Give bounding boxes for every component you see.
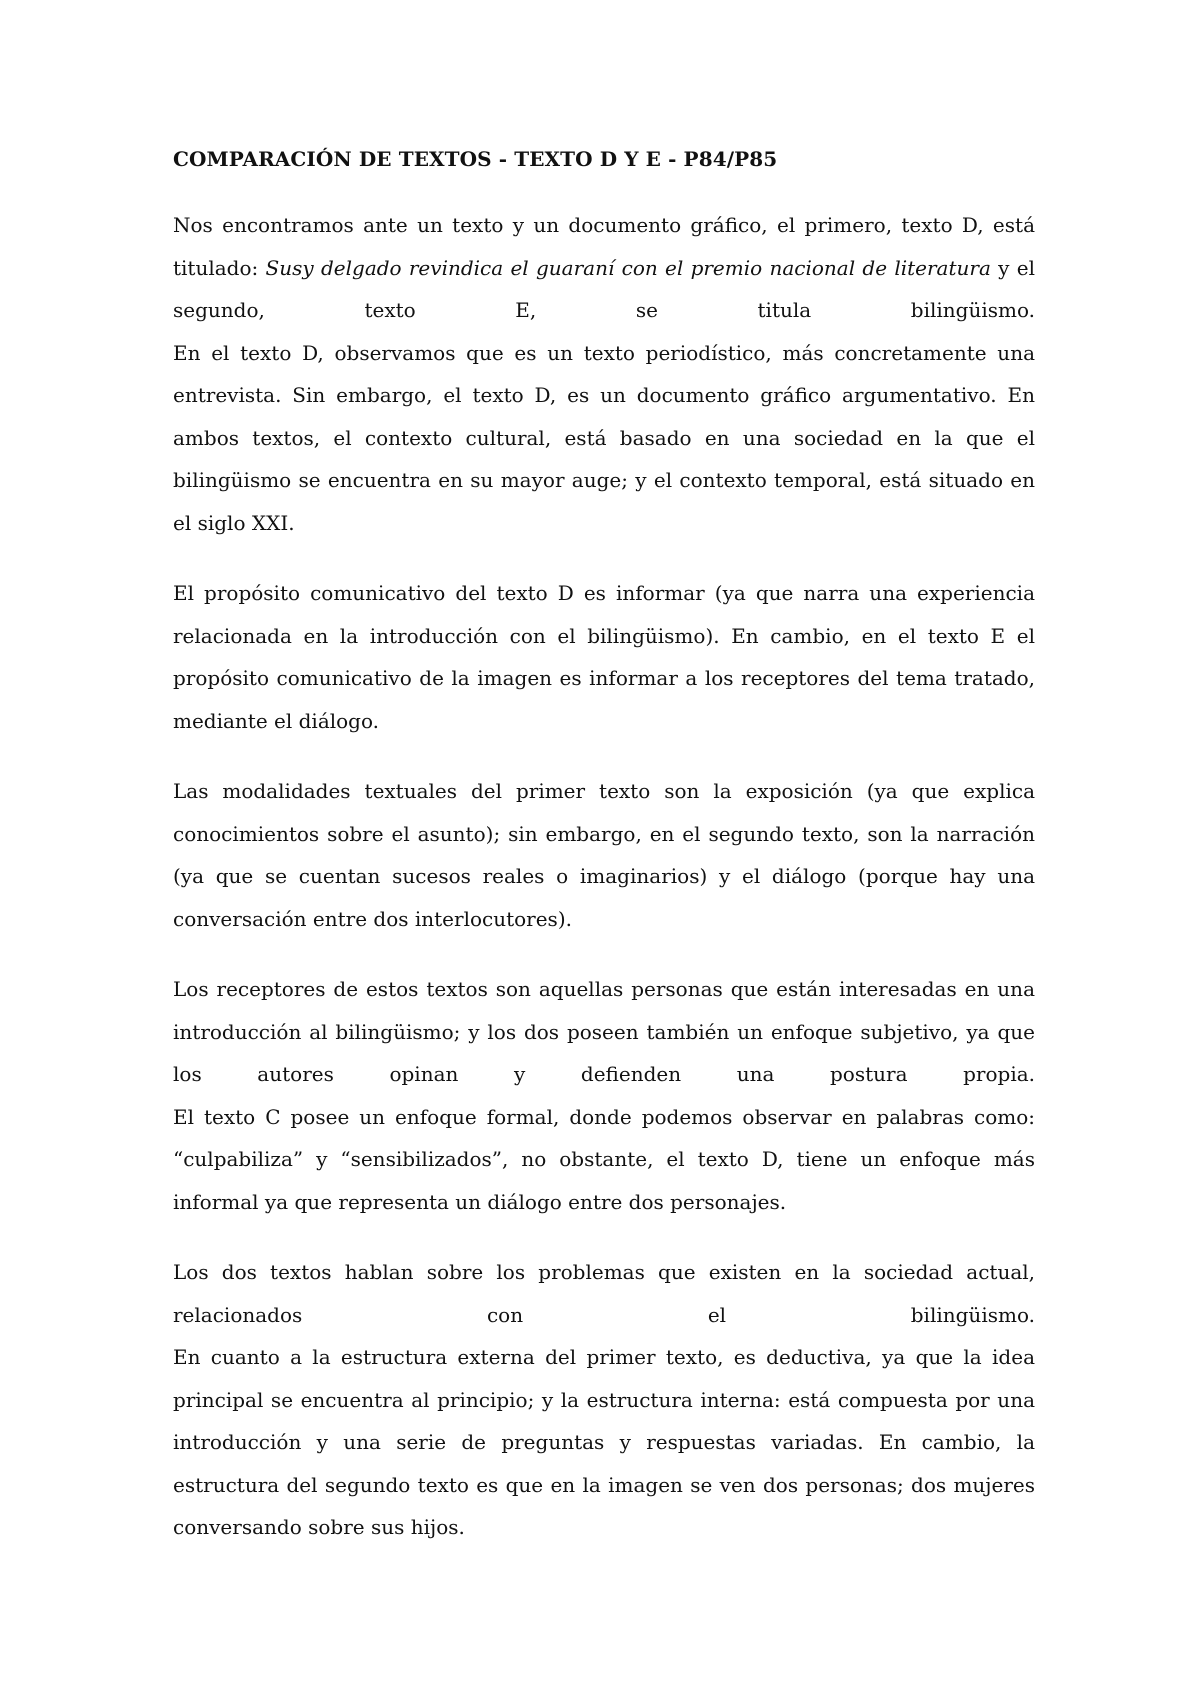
paragraph-structure <box>173 1251 1035 1549</box>
text-line: entrevista. Sin embargo, el texto D, es un documento gráfico argumentativo. En <box>173 383 1035 407</box>
paragraph-receivers <box>173 968 1035 1223</box>
text-line: El propósito comunicativo del texto D es informar (ya que narra una experiencia <box>173 581 1035 605</box>
text-line: propósito comunicativo de la imagen es informar a los receptores del tema tratado, <box>173 666 1035 690</box>
text-line: segundo, texto E, se titula bilingüismo. <box>173 298 1035 322</box>
text-line: ambos textos, el contexto cultural, está basado en una sociedad en la que el <box>173 425 1035 450</box>
text-line: relacionada en la introducción con el bilingüismo). En cambio, en el texto E el <box>173 623 1035 648</box>
text-fragment: titulado: <box>173 255 266 280</box>
text-line: conocimientos sobre el asunto); sin embargo, en el segundo texto, son la narración <box>173 821 1035 846</box>
text-line: bilingüismo se encuentra en su mayor auge; y el contexto temporal, está situado en <box>173 468 1035 492</box>
text-line: Los receptores de estos textos son aquellas personas que están interesadas en una <box>173 977 1035 1001</box>
text-line-with-title <box>173 247 1035 290</box>
paragraph-intro <box>173 204 1035 544</box>
text-line: el siglo XXI. <box>173 510 295 535</box>
text-line: mediante el diálogo. <box>173 708 380 733</box>
text-line: Las modalidades textuales del primer texto son la exposición (ya que explica <box>173 779 1035 803</box>
text-line: conversando sobre sus hijos. <box>173 1515 465 1539</box>
text-line: Los dos textos hablan sobre los problemas que existen en la sociedad actual, <box>173 1260 1035 1284</box>
document-title: COMPARACIÓN DE TEXTOS - TEXTO D Y E - P84/P85 <box>173 147 778 171</box>
text-line: los autores opinan y defienden una postura propia. <box>173 1062 1035 1086</box>
paragraph-modalities <box>173 770 1035 940</box>
text-line: “culpabiliza” y “sensibilizados”, no obstante, el texto D, tiene un enfoque más <box>173 1147 1035 1171</box>
text-line: El texto C posee un enfoque formal, donde podemos observar en palabras como: <box>173 1104 1035 1129</box>
text-line: relacionados con el bilingüismo. <box>173 1302 1035 1327</box>
text-line: introducción y una serie de preguntas y respuestas variadas. En cambio, la <box>173 1430 1035 1454</box>
text-line: informal ya que representa un diálogo entre dos personajes. <box>173 1189 787 1214</box>
text-line: estructura del segundo texto es que en la imagen se ven dos personas; dos mujeres <box>173 1472 1035 1497</box>
paragraph-purpose <box>173 572 1035 742</box>
text-line: introducción al bilingüismo; y los dos poseen también un enfoque subjetivo, ya que <box>173 1019 1035 1044</box>
text-line: (ya que se cuentan sucesos reales o imaginarios) y el diálogo (porque hay una <box>173 864 1035 888</box>
text-line: conversación entre dos interlocutores). <box>173 906 572 931</box>
text-line: En el texto D, observamos que es un texto periodístico, más concretamente una <box>173 340 1035 365</box>
text-fragment: y el <box>990 255 1035 280</box>
text-line: En cuanto a la estructura externa del primer texto, es deductiva, ya que la idea <box>173 1345 1035 1369</box>
text-line: principal se encuentra al principio; y la estructura interna: está compuesta por una <box>173 1387 1035 1412</box>
article-title-italic: Susy delgado revindica el guaraní con el premio nacional de literatura <box>265 255 991 280</box>
document-page <box>173 138 1035 1577</box>
text-line: Nos encontramos ante un texto y un documento gráfico, el primero, texto D, está <box>173 213 1035 237</box>
